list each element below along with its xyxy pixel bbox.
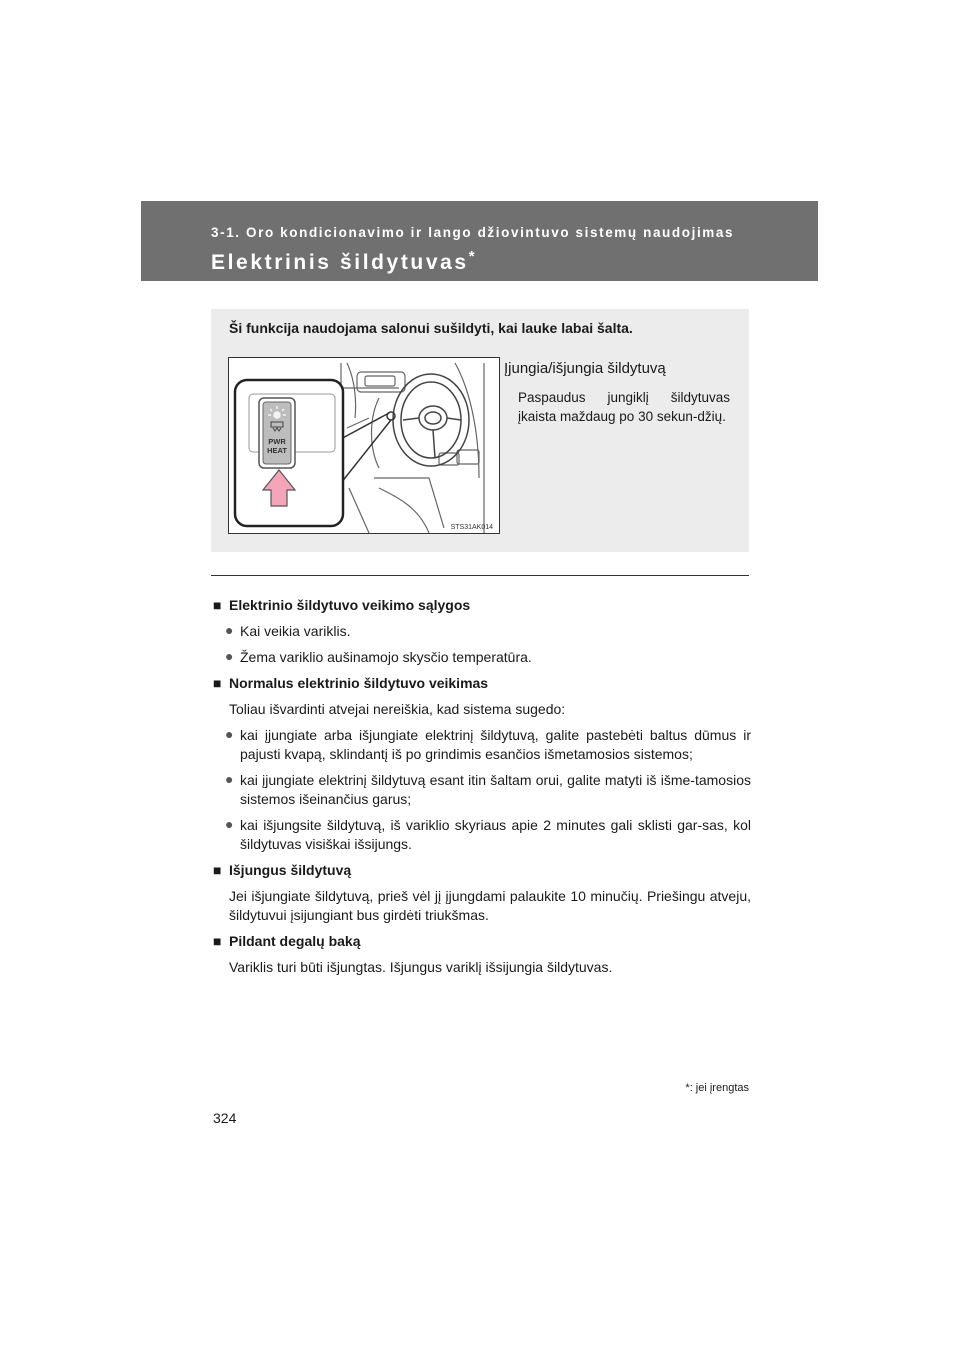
heading-text: Elektrinio šildytuvo veikimo sąlygos bbox=[229, 597, 471, 613]
switch-label-pwr: PWR bbox=[268, 437, 286, 446]
section-heading bbox=[213, 596, 751, 615]
list-item-text: kai įjungiate elektrinį šildytuvą esant itin šaltam orui, galite matyti iš išme-tamosios sistemos išeinančius garus; bbox=[240, 772, 751, 807]
page-number: 324 bbox=[213, 1110, 237, 1126]
heading-text: Normalus elektrinio šildytuvo veikimas bbox=[229, 675, 489, 691]
list-item-text: kai išjungsite šildytuvą, iš variklio skyriaus apie 2 minutes gali sklisti gar-sas, kol šildytuvas visiškai išsijungs. bbox=[240, 817, 751, 852]
figure-code: STS31AK014 bbox=[450, 524, 493, 531]
footnote bbox=[685, 1082, 749, 1094]
heading-text: Pildant degalų baką bbox=[229, 933, 361, 949]
square-bullet-icon: ■ bbox=[213, 933, 222, 949]
section-heading bbox=[213, 932, 751, 951]
list-item-text: Žema variklio aušinamojo skysčio temperatūra. bbox=[240, 649, 532, 665]
section-heading bbox=[213, 861, 751, 880]
circle-bullet-icon: ● bbox=[225, 816, 234, 832]
square-bullet-icon: ■ bbox=[213, 597, 222, 613]
asterisk-icon: * bbox=[685, 1082, 690, 1094]
section-title: 3-1. Oro kondicionavimo ir lango džiovintuvo sistemų naudojimas bbox=[211, 225, 735, 240]
circle-bullet-icon: ● bbox=[225, 622, 234, 638]
footnote-text: : jei įrengtas bbox=[689, 1082, 749, 1094]
list-item bbox=[213, 816, 751, 854]
heading-text: Išjungus šildytuvą bbox=[229, 862, 352, 878]
info-panel bbox=[211, 309, 749, 552]
callout-label: Įjungia/išjungia šildytuvą bbox=[504, 360, 666, 377]
list-item-text: Kai veikia variklis. bbox=[240, 623, 351, 639]
page-title-text: Elektrinis šildytuvas bbox=[211, 251, 469, 274]
intro-text: Ši funkcija naudojama salonui sušildyti, kai lauke labai šalta. bbox=[229, 320, 633, 336]
square-bullet-icon: ■ bbox=[213, 862, 222, 878]
page-title bbox=[211, 248, 475, 275]
list-item bbox=[213, 771, 751, 809]
divider bbox=[211, 575, 749, 576]
circle-bullet-icon: ● bbox=[225, 726, 234, 742]
section-heading bbox=[213, 674, 751, 693]
illustration-svg bbox=[229, 358, 499, 533]
body-content bbox=[213, 596, 751, 984]
steering-wheel bbox=[393, 374, 469, 466]
circle-bullet-icon: ● bbox=[225, 648, 234, 664]
list-item bbox=[213, 726, 751, 764]
list-item bbox=[213, 622, 751, 641]
square-bullet-icon: ■ bbox=[213, 675, 222, 691]
heater-switch-illustration bbox=[228, 357, 500, 534]
switch-label-heat: HEAT bbox=[267, 446, 287, 455]
callout-text: Paspaudus jungiklį šildytuvas įkaista maždaug po 30 sekun-džių. bbox=[518, 390, 730, 424]
paragraph: Toliau išvardinti atvejai nereiškia, kad sistema sugedo: bbox=[229, 701, 566, 717]
equipment-asterisk: * bbox=[468, 248, 475, 265]
leader-lines bbox=[339, 412, 395, 483]
circle-bullet-icon: ● bbox=[225, 771, 234, 787]
paragraph: Jei išjungiate šildytuvą, prieš vėl jį įjungdami palaukite 10 minučių. Priešingu atveju, šildytuvui įsijungiant bus girdėti triukšmas. bbox=[229, 888, 751, 923]
chapter-header bbox=[141, 201, 818, 281]
paragraph: Variklis turi būti išjungtas. Išjungus variklį išsijungia šildytuvas. bbox=[229, 959, 613, 975]
list-item bbox=[213, 648, 751, 667]
list-item-text: kai įjungiate arba išjungiate elektrinį šildytuvą, galite pastebėti baltus dūmus ir pajusti kvapą, sklindantį iš po grindimis esančios išmetamosios sistemos; bbox=[240, 727, 751, 762]
